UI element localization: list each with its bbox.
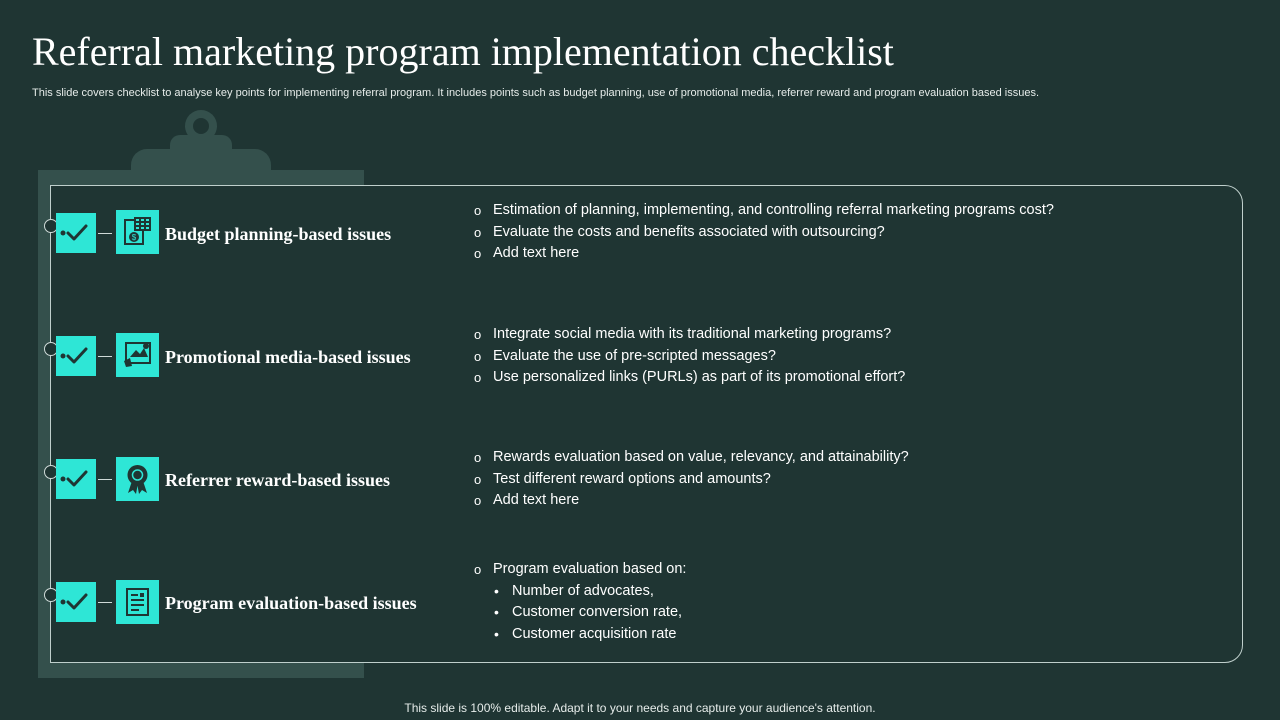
item-heading: Referrer reward-based issues (165, 470, 390, 490)
item-points (474, 200, 1054, 265)
check-icon (56, 582, 96, 622)
list-item: o Evaluate the costs and benefits associated with outsourcing? (474, 223, 885, 240)
check-icon (56, 459, 96, 499)
checkbox-checked[interactable] (56, 582, 96, 622)
svg-text:$: $ (131, 233, 137, 242)
promotional-media-icon (116, 333, 159, 377)
checkbox-checked[interactable] (56, 459, 96, 499)
list-item: • Customer acquisition rate (494, 625, 677, 642)
slide-subtitle: This slide covers checklist to analyse key points for implementing referral program. It includes points such as budget planning, use of promotional media, referrer reward and program evaluation based issues. (32, 87, 1040, 99)
item-points (474, 559, 686, 645)
list-item: • Number of advocates, (494, 582, 654, 599)
list-item: o Test different reward options and amounts? (474, 470, 771, 487)
check-icon (56, 336, 96, 376)
item-heading: Budget planning-based issues (165, 224, 392, 244)
connector-line (98, 479, 112, 480)
slide-title: Referral marketing program implementation checklist (32, 29, 894, 74)
item-points (474, 324, 905, 389)
list-item: o Add text here (474, 492, 580, 508)
item-heading: Promotional media-based issues (165, 347, 411, 367)
connector-line (98, 356, 112, 357)
list-item: o Integrate social media with its traditional marketing programs? (474, 326, 892, 342)
checkbox-checked[interactable] (56, 213, 96, 253)
list-item: o Rewards evaluation based on value, relevancy, and attainability? (474, 449, 909, 465)
list-item: • Customer conversion rate, (494, 604, 683, 620)
evaluation-report-icon (116, 580, 159, 624)
clipboard-clip-base (131, 149, 271, 179)
connector-line (98, 233, 112, 234)
item-heading: Program evaluation-based issues (165, 593, 417, 613)
slide-footer: This slide is 100% editable. Adapt it to your needs and capture your audience's attention. (404, 701, 876, 715)
list-item: o Estimation of planning, implementing, and controlling referral marketing programs cost? (474, 202, 1054, 218)
list-item: o Program evaluation based on: (474, 561, 687, 577)
list-item: o Evaluate the use of pre-scripted messages? (474, 347, 776, 364)
checkbox-checked[interactable] (56, 336, 96, 376)
list-item: o Use personalized links (PURLs) as part of its promotional effort? (474, 369, 906, 385)
connector-line (98, 602, 112, 603)
list-item: o Add text here (474, 245, 580, 261)
check-icon (56, 213, 96, 253)
budget-calculator-icon (116, 210, 159, 254)
award-ribbon-icon (116, 457, 159, 501)
item-points (474, 447, 909, 512)
